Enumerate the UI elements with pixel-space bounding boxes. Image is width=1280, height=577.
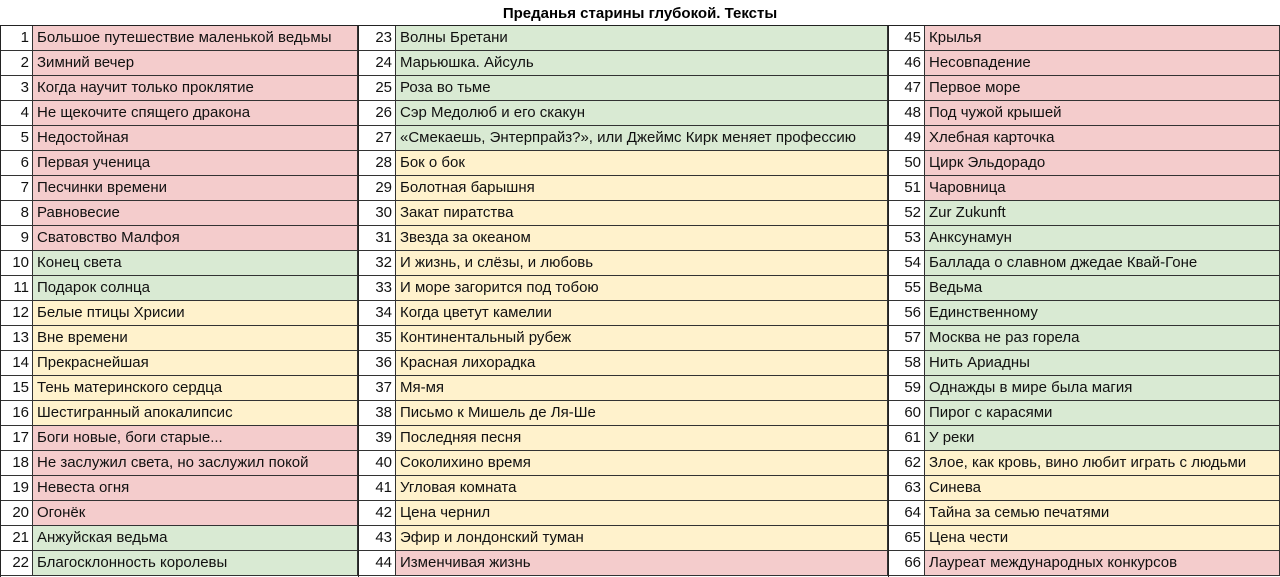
row-number-cell[interactable]: 41 — [358, 476, 396, 501]
row-number-cell[interactable]: 55 — [888, 276, 925, 301]
row-number-cell[interactable]: 42 — [358, 501, 396, 526]
text-title-cell[interactable]: Под чужой крышей — [925, 101, 1280, 126]
row-number-cell[interactable]: 8 — [0, 201, 33, 226]
text-title-cell[interactable]: Единственному — [925, 301, 1280, 326]
row-number-cell[interactable]: 2 — [0, 51, 33, 76]
texts-grid — [0, 26, 1280, 577]
row-number-cell[interactable]: 32 — [358, 251, 396, 276]
row-number-cell[interactable]: 19 — [0, 476, 33, 501]
sheet-title: Преданья старины глубокой. Тексты — [502, 5, 778, 22]
row-number-cell[interactable]: 66 — [888, 551, 925, 576]
text-title-cell[interactable]: Не заслужил света, но заслужил покой — [33, 451, 358, 476]
row-number-cell[interactable]: 24 — [358, 51, 396, 76]
text-title-cell[interactable]: Zur Zukunft — [925, 201, 1280, 226]
text-title-cell[interactable]: Не щекочите спящего дракона — [33, 101, 358, 126]
text-title-cell[interactable]: Первое море — [925, 76, 1280, 101]
row-number-cell[interactable]: 39 — [358, 426, 396, 451]
text-title-cell[interactable]: Недостойная — [33, 126, 358, 151]
text-title-cell[interactable]: Зимний вечер — [33, 51, 358, 76]
text-title-cell[interactable]: Анжуйская ведьма — [33, 526, 358, 551]
text-title-cell[interactable]: Боги новые, боги старые... — [33, 426, 358, 451]
text-title-cell[interactable]: Цирк Эльдорадо — [925, 151, 1280, 176]
row-number-cell[interactable]: 31 — [358, 226, 396, 251]
row-number-cell[interactable]: 15 — [0, 376, 33, 401]
text-title-cell[interactable]: Эфир и лондонский туман — [396, 526, 888, 551]
row-number-cell[interactable]: 10 — [0, 251, 33, 276]
row-number-cell[interactable]: 11 — [0, 276, 33, 301]
row-number-cell[interactable]: 52 — [888, 201, 925, 226]
text-title-cell[interactable]: У реки — [925, 426, 1280, 451]
text-title-cell[interactable]: Изменчивая жизнь — [396, 551, 888, 576]
row-number-cell[interactable]: 14 — [0, 351, 33, 376]
text-title-cell[interactable]: Закат пиратства — [396, 201, 888, 226]
text-title-cell[interactable]: Вне времени — [33, 326, 358, 351]
row-number-cell[interactable]: 56 — [888, 301, 925, 326]
row-number-cell[interactable]: 36 — [358, 351, 396, 376]
row-number-cell[interactable]: 45 — [888, 26, 925, 51]
row-number-cell[interactable]: 50 — [888, 151, 925, 176]
text-title-cell[interactable]: И жизнь, и слёзы, и любовь — [396, 251, 888, 276]
text-title-cell[interactable]: Хлебная карточка — [925, 126, 1280, 151]
text-title-cell[interactable]: Крылья — [925, 26, 1280, 51]
row-number-cell[interactable]: 21 — [0, 526, 33, 551]
text-title-cell[interactable]: Письмо к Мишель де Ля-Ше — [396, 401, 888, 426]
text-title-cell[interactable]: Большое путешествие маленькой ведьмы — [33, 26, 358, 51]
text-title-cell[interactable]: Несовпадение — [925, 51, 1280, 76]
text-title-cell[interactable]: Пирог с карасями — [925, 401, 1280, 426]
row-number-cell[interactable]: 9 — [0, 226, 33, 251]
text-title-cell[interactable]: Анксунамун — [925, 226, 1280, 251]
row-number-cell[interactable]: 5 — [0, 126, 33, 151]
text-title-cell[interactable]: Белые птицы Хрисии — [33, 301, 358, 326]
text-title-cell[interactable]: Тень материнского сердца — [33, 376, 358, 401]
row-number-cell[interactable]: 23 — [358, 26, 396, 51]
text-title-cell[interactable]: Красная лихорадка — [396, 351, 888, 376]
text-title-cell[interactable]: Последняя песня — [396, 426, 888, 451]
row-number-cell[interactable]: 17 — [0, 426, 33, 451]
row-number-cell[interactable]: 29 — [358, 176, 396, 201]
text-title-cell[interactable]: Соколихино время — [396, 451, 888, 476]
row-number-cell[interactable]: 48 — [888, 101, 925, 126]
row-number-cell[interactable]: 63 — [888, 476, 925, 501]
row-number-cell[interactable]: 37 — [358, 376, 396, 401]
text-title-cell[interactable]: Однажды в мире была магия — [925, 376, 1280, 401]
row-number-cell[interactable]: 3 — [0, 76, 33, 101]
text-title-cell[interactable]: Нить Ариадны — [925, 351, 1280, 376]
text-title-cell[interactable]: Марьюшка. Айсуль — [396, 51, 888, 76]
row-number-cell[interactable]: 60 — [888, 401, 925, 426]
text-title-cell[interactable]: «Смекаешь, Энтерпрайз?», или Джеймс Кирк меняет профессию — [396, 126, 888, 151]
text-title-cell[interactable]: Угловая комната — [396, 476, 888, 501]
text-title-cell[interactable]: Синева — [925, 476, 1280, 501]
row-number-cell[interactable]: 16 — [0, 401, 33, 426]
text-title-cell[interactable]: Тайна за семью печатями — [925, 501, 1280, 526]
row-number-cell[interactable]: 34 — [358, 301, 396, 326]
row-number-cell[interactable]: 13 — [0, 326, 33, 351]
row-number-cell[interactable]: 4 — [0, 101, 33, 126]
text-title-cell[interactable]: Шестигранный апокалипсис — [33, 401, 358, 426]
text-title-cell[interactable]: Когда научит только проклятие — [33, 76, 358, 101]
row-number-cell[interactable]: 47 — [888, 76, 925, 101]
row-number-cell[interactable]: 35 — [358, 326, 396, 351]
text-title-cell[interactable]: Первая ученица — [33, 151, 358, 176]
text-title-cell[interactable]: Лауреат международных конкурсов — [925, 551, 1280, 576]
row-number-cell[interactable]: 7 — [0, 176, 33, 201]
row-number-cell[interactable]: 43 — [358, 526, 396, 551]
row-number-cell[interactable]: 49 — [888, 126, 925, 151]
row-number-cell[interactable]: 28 — [358, 151, 396, 176]
row-number-cell[interactable]: 22 — [0, 551, 33, 576]
text-title-cell[interactable]: Волны Бретани — [396, 26, 888, 51]
row-number-cell[interactable]: 27 — [358, 126, 396, 151]
column-divider — [0, 26, 1, 577]
row-number-cell[interactable]: 46 — [888, 51, 925, 76]
row-number-cell[interactable]: 25 — [358, 76, 396, 101]
text-title-cell[interactable]: Подарок солнца — [33, 276, 358, 301]
row-number-cell[interactable]: 57 — [888, 326, 925, 351]
text-title-cell[interactable]: Москва не раз горела — [925, 326, 1280, 351]
column-divider — [888, 26, 889, 577]
row-number-cell[interactable]: 26 — [358, 101, 396, 126]
text-title-cell[interactable]: Невеста огня — [33, 476, 358, 501]
text-title-cell[interactable]: Благосклонность королевы — [33, 551, 358, 576]
text-title-cell[interactable]: И море загорится под тобою — [396, 276, 888, 301]
text-title-cell[interactable]: Бок о бок — [396, 151, 888, 176]
row-number-cell[interactable]: 44 — [358, 551, 396, 576]
text-title-cell[interactable]: Сэр Медолюб и его скакун — [396, 101, 888, 126]
row-number-cell[interactable]: 58 — [888, 351, 925, 376]
row-number-cell[interactable]: 1 — [0, 26, 33, 51]
text-title-cell[interactable]: Чаровница — [925, 176, 1280, 201]
text-title-cell[interactable]: Равновесие — [33, 201, 358, 226]
row-number-cell[interactable]: 65 — [888, 526, 925, 551]
row-number-cell[interactable]: 18 — [0, 451, 33, 476]
title-row[interactable] — [0, 0, 1280, 26]
text-title-cell[interactable]: Огонёк — [33, 501, 358, 526]
text-title-cell[interactable]: Цена чернил — [396, 501, 888, 526]
row-number-cell[interactable]: 62 — [888, 451, 925, 476]
text-title-cell[interactable]: Конец света — [33, 251, 358, 276]
row-number-cell[interactable]: 20 — [0, 501, 33, 526]
row-number-cell[interactable]: 38 — [358, 401, 396, 426]
row-number-cell[interactable]: 59 — [888, 376, 925, 401]
text-title-cell[interactable]: Песчинки времени — [33, 176, 358, 201]
row-number-cell[interactable]: 61 — [888, 426, 925, 451]
row-number-cell[interactable]: 40 — [358, 451, 396, 476]
row-number-cell[interactable]: 64 — [888, 501, 925, 526]
text-title-cell[interactable]: Ведьма — [925, 276, 1280, 301]
text-title-cell[interactable]: Мя-мя — [396, 376, 888, 401]
text-title-cell[interactable]: Прекраснейшая — [33, 351, 358, 376]
row-number-cell[interactable]: 12 — [0, 301, 33, 326]
text-title-cell[interactable]: Сватовство Малфоя — [33, 226, 358, 251]
text-title-cell[interactable]: Когда цветут камелии — [396, 301, 888, 326]
text-title-cell[interactable]: Баллада о славном джедае Квай-Гоне — [925, 251, 1280, 276]
row-number-cell[interactable]: 6 — [0, 151, 33, 176]
row-number-cell[interactable]: 51 — [888, 176, 925, 201]
column-divider — [358, 26, 359, 577]
text-title-cell[interactable]: Цена чести — [925, 526, 1280, 551]
row-number-cell[interactable]: 30 — [358, 201, 396, 226]
row-number-cell[interactable]: 54 — [888, 251, 925, 276]
row-number-cell[interactable]: 53 — [888, 226, 925, 251]
row-number-cell[interactable]: 33 — [358, 276, 396, 301]
text-title-cell[interactable]: Континентальный рубеж — [396, 326, 888, 351]
text-title-cell[interactable]: Злое, как кровь, вино любит играть с людьми — [925, 451, 1280, 476]
text-title-cell[interactable]: Звезда за океаном — [396, 226, 888, 251]
text-title-cell[interactable]: Роза во тьме — [396, 76, 888, 101]
text-title-cell[interactable]: Болотная барышня — [396, 176, 888, 201]
